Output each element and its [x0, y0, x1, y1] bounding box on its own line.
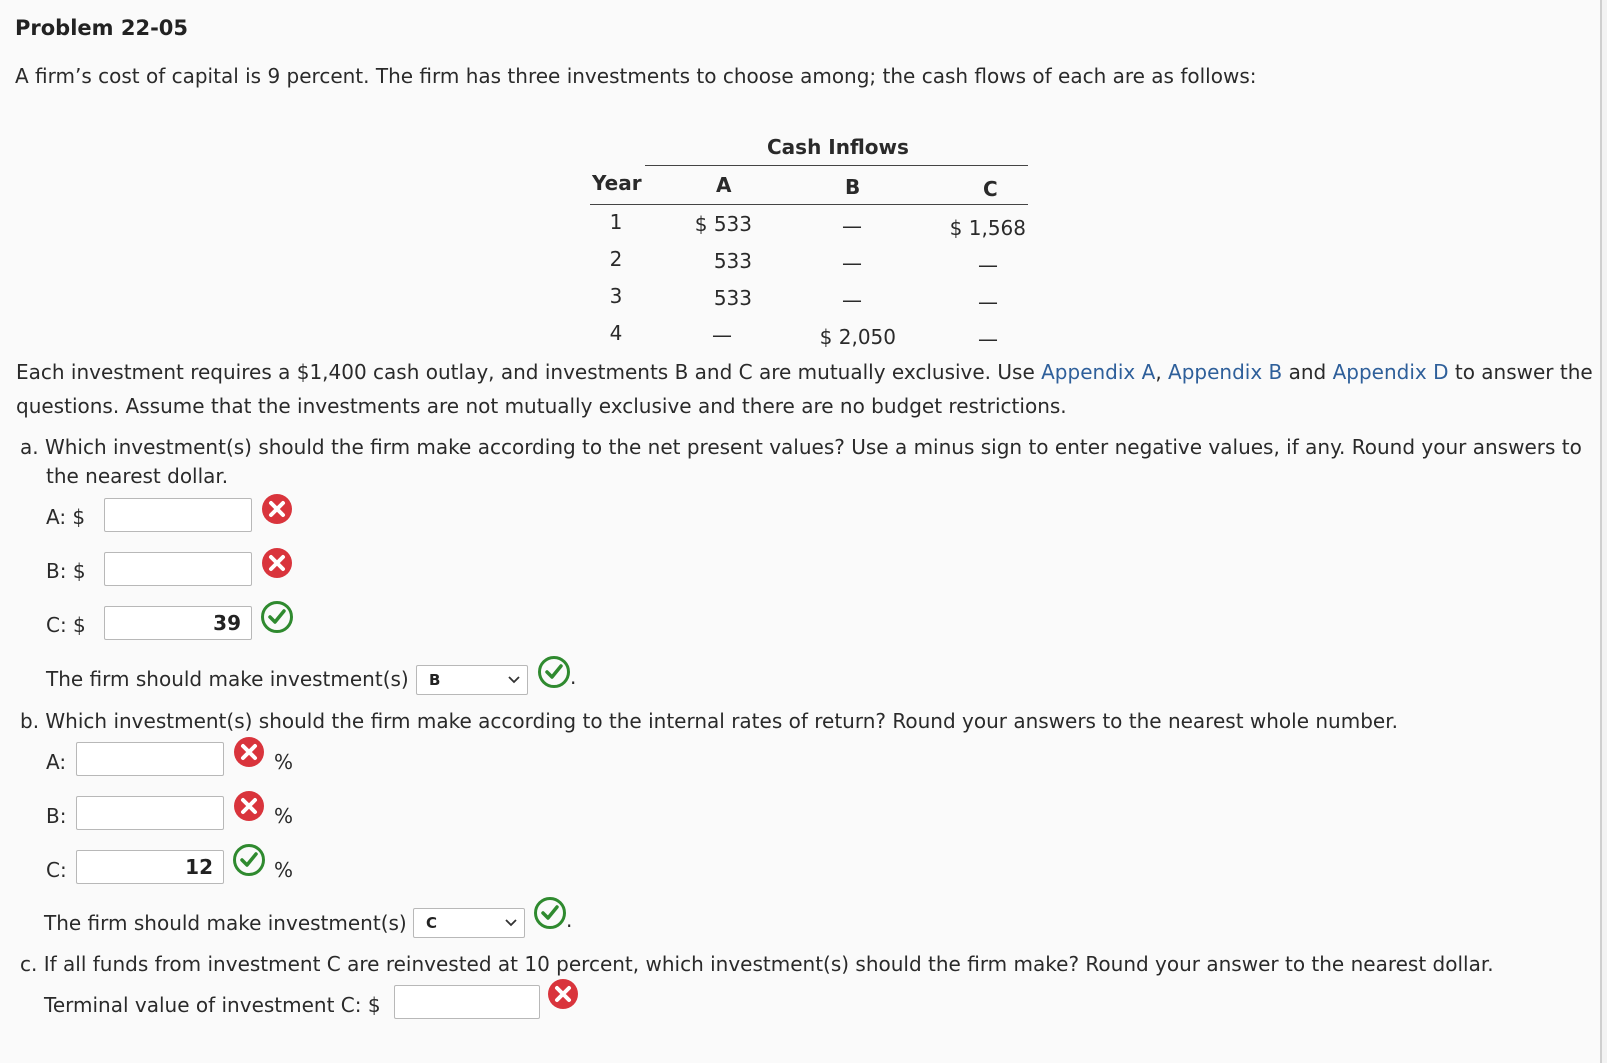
table-cell-a: $ 533	[694, 212, 752, 236]
chevron-down-icon	[507, 669, 521, 691]
irr-decision-label: The firm should make investment(s)	[44, 911, 407, 935]
part-a-question: a. Which investment(s) should the firm make according to the net present values? Use a minus sign to enter negative values, if any. Round your answers to	[20, 435, 1582, 459]
irr-b-label: B:	[46, 804, 67, 828]
table-cell-b: —	[842, 251, 862, 275]
part-c-question: c. If all funds from investment C are reinvested at 10 percent, which investment(s) should the firm make? Round your answer to the nearest dollar.	[20, 952, 1494, 976]
npv-b-label: B: $	[46, 559, 86, 583]
table-cell-c: —	[978, 327, 998, 351]
year-header: Year	[592, 171, 642, 195]
correct-icon	[533, 896, 567, 930]
irr-a-label: A:	[46, 750, 67, 774]
chevron-down-icon	[504, 912, 518, 934]
appendix-a-link[interactable]: Appendix A	[1041, 360, 1156, 384]
correct-icon	[537, 655, 571, 689]
table-row-year: 1	[609, 210, 623, 234]
period-mark: .	[566, 908, 573, 932]
terminal-value-label: Terminal value of investment C: $	[44, 993, 381, 1017]
incorrect-icon	[546, 977, 580, 1011]
table-cell-a: —	[712, 323, 732, 347]
incorrect-icon	[260, 492, 294, 526]
irr-c-input[interactable]	[76, 850, 224, 884]
col-header-c: C	[983, 177, 998, 201]
npv-a-input[interactable]	[104, 498, 252, 532]
table-cell-a: 533	[713, 249, 752, 273]
part-a-question-cont: the nearest dollar.	[46, 464, 229, 488]
table-cell-b: $ 2,050	[819, 325, 896, 349]
correct-icon	[232, 843, 266, 877]
npv-decision-label: The firm should make investment(s)	[46, 667, 409, 691]
appendix-d-link[interactable]: Appendix D	[1332, 360, 1449, 384]
problem-title: Problem 22-05	[15, 16, 189, 40]
npv-decision-value: B	[429, 671, 441, 689]
incorrect-icon	[260, 546, 294, 580]
irr-c-label: C:	[46, 858, 67, 882]
table-row-year: 4	[609, 321, 623, 345]
table-row-year: 3	[609, 284, 623, 308]
problem-intro: A firm’s cost of capital is 9 percent. The firm has three investments to choose among; the cash flows of each are as follows:	[15, 64, 1257, 88]
npv-c-label: C: $	[46, 613, 86, 637]
description-line-2: questions. Assume that the investments are not mutually exclusive and there are no budget restrictions.	[16, 394, 1067, 418]
table-cell-b: —	[842, 288, 862, 312]
table-cell-c: $ 1,568	[949, 216, 1026, 240]
irr-decision-select[interactable]	[413, 908, 525, 938]
appendix-b-link[interactable]: Appendix B	[1168, 360, 1283, 384]
table-rule-header	[590, 204, 1028, 205]
percent-sign: %	[274, 750, 294, 774]
npv-a-label: A: $	[46, 505, 86, 529]
percent-sign: %	[274, 804, 294, 828]
description-text: to answer the	[1448, 360, 1593, 384]
terminal-value-input[interactable]	[394, 985, 540, 1019]
irr-b-input[interactable]	[76, 796, 224, 830]
period-mark: .	[570, 665, 577, 689]
npv-decision-select[interactable]	[416, 665, 528, 695]
table-cell-b: —	[842, 214, 862, 238]
description-text: ,	[1155, 360, 1169, 384]
description-line-1	[16, 360, 1593, 384]
irr-a-input[interactable]	[76, 742, 224, 776]
correct-icon	[260, 600, 294, 634]
description-text: and	[1282, 360, 1333, 384]
table-row-year: 2	[609, 247, 623, 271]
incorrect-icon	[232, 789, 266, 823]
cash-inflows-header: Cash Inflows	[767, 135, 909, 159]
table-cell-c: —	[978, 290, 998, 314]
percent-sign: %	[274, 858, 294, 882]
table-rule-top	[645, 165, 1028, 166]
incorrect-icon	[232, 735, 266, 769]
part-b-question: b. Which investment(s) should the firm make according to the internal rates of return? Round your answers to the nearest whole number.	[20, 709, 1398, 733]
description-text: Each investment requires a $1,400 cash outlay, and investments B and C are mutually exclusive. Use	[16, 360, 1042, 384]
npv-c-input[interactable]	[104, 606, 252, 640]
table-cell-c: —	[978, 253, 998, 277]
col-header-a: A	[716, 173, 732, 197]
npv-b-input[interactable]	[104, 552, 252, 586]
table-cell-a: 533	[713, 286, 752, 310]
irr-decision-value: C	[426, 914, 438, 932]
col-header-b: B	[845, 175, 861, 199]
